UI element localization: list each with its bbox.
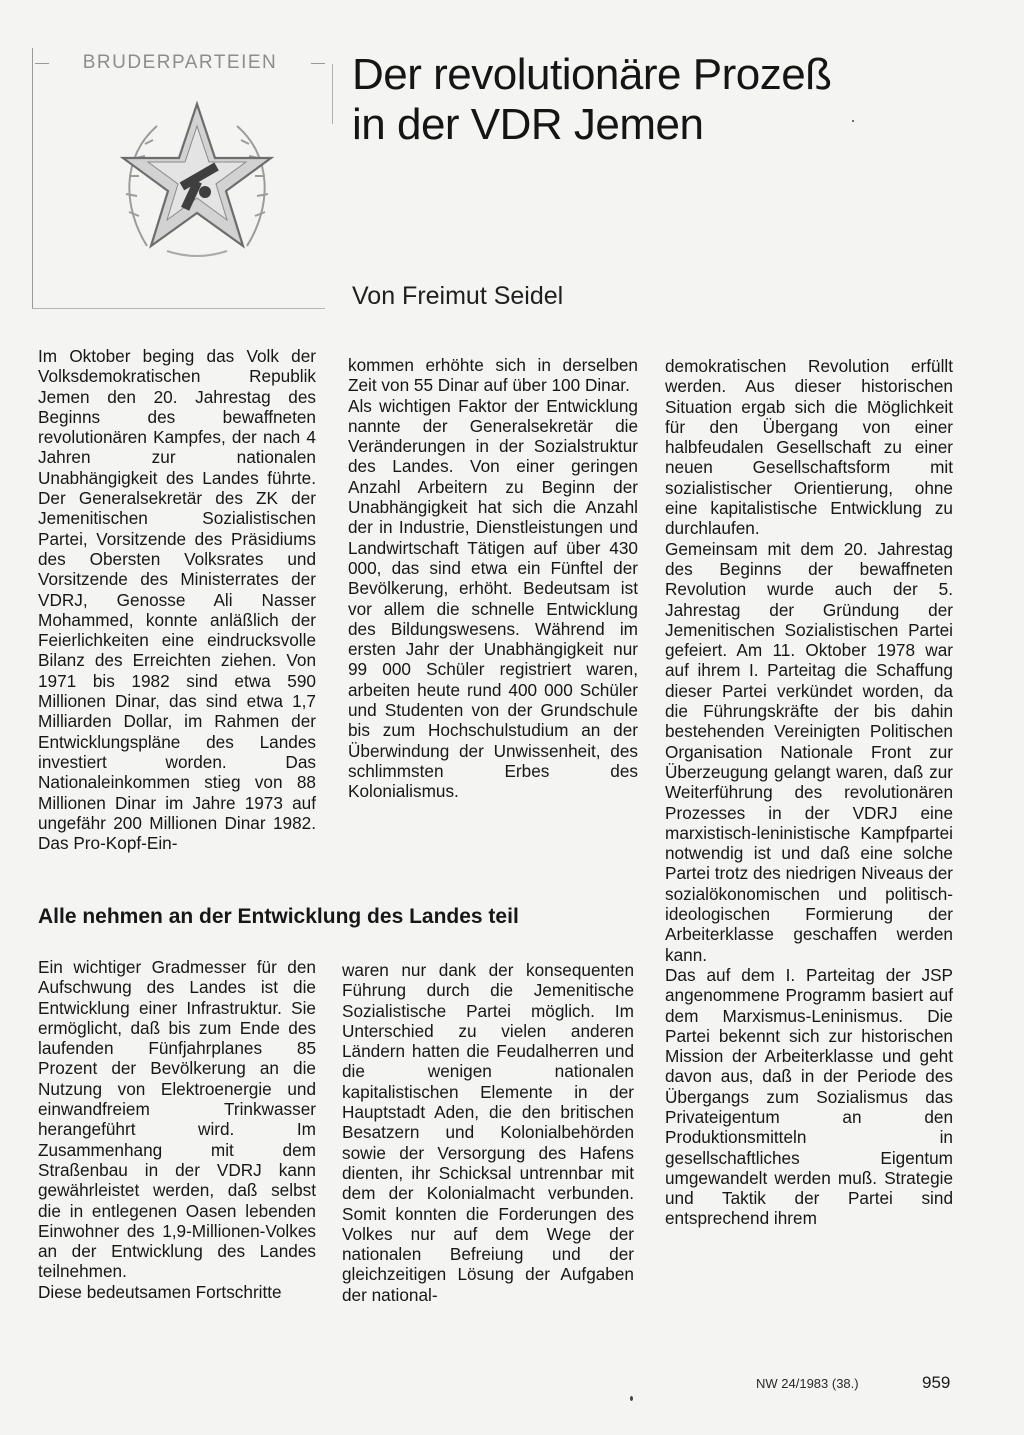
paragraph: kommen erhöhte sich in derselben Zeit von 55 Dinar auf über 100 Dinar. — [348, 355, 638, 396]
text-column-5 — [342, 960, 634, 1305]
print-speck — [630, 1396, 633, 1401]
text-column-3 — [665, 356, 953, 1229]
article-byline: Von Freimut Seidel — [352, 282, 564, 310]
text-column-1 — [38, 346, 316, 853]
paragraph: Diese bedeutsamen Fortschritte — [38, 1281, 282, 1302]
paragraph: Gemeinsam mit dem 20. Jahrestag des Beginns der bewaffneten Revolution wurde auch der 5. Jahrestag der Gründung der Jemenitischen Sozialistischen Partei gefeiert. Am 11. Oktober 1978 war auf ihrem I. Parteitag die Schaffung dieser Partei verkündet worden, da die Führungskräfte der bis dahin bestehenden Vereinigten Politischen Organisation Nationale Front zur Überzeugung gelangt waren, daß zur Weiterführung des revolutionären Prozesses in der VDRJ eine marxistisch-leninistische Kampfpartei notwendig ist und daß eine solche Partei trotz des niedrigen Niveaus der sozialökonomischen und politisch-ideologischen Formierung der Arbeiterklasse geschaffen werden kann. — [665, 538, 953, 965]
section-subheading: Alle nehmen an der Entwicklung des Landes teil — [38, 905, 519, 928]
text-column-2 — [348, 355, 638, 802]
article-title-line1: Der revolutionäre Prozeß — [352, 50, 832, 99]
page-number: 959 — [922, 1373, 951, 1392]
article-title — [352, 50, 952, 150]
star-hammer-emblem-icon — [117, 96, 277, 266]
article-title-line2: in der VDR Jemen — [352, 100, 704, 149]
print-speck — [852, 120, 854, 122]
rubric-box — [32, 48, 325, 309]
paragraph: waren nur dank der konsequenten Führung durch die Jemenitische Sozialistische Partei möglich. Im Unterschied zu vielen anderen Ländern hatten die Feudalherren und die wenigen nationalen kapitalistischen Elemente in der Hauptstadt Aden, die den britischen Besatzern und Kolonialbehörden sowie der Versorgung des Hafens dienten, ihr Schicksal untrennbar mit dem der Kolonialmacht verbunden. Somit konnten die Forderungen des Volkes nur auf dem Wege der nationalen Befreiung und der gleichzeitigen Lösung der Aufgaben der national- — [342, 960, 634, 1305]
paragraph: Als wichtigen Faktor der Entwicklung nannte der Generalsekretär die Veränderungen in der Sozialstruktur des Landes. Von einer geringen Anzahl Arbeitern zu Beginn der Unabhängigkeit hat sich die Anzahl der in Industrie, Dienstleistungen und Landwirtschaft Tätigen auf über 430 000, das sind etwa ein Fünftel der Bevölkerung, erhöht. Bedeutsam ist vor allem die schnelle Entwicklung des Bildungswesens. Während im ersten Jahr der Unabhängigkeit nur 99 000 Schüler registriert waren, arbeiten heute rund 400 000 Schüler und Studenten von der Grundschule bis zum Hochschulstudium an der Überwindung der Unwissenheit, des schlimmsten Erbes des Kolonialismus. — [348, 395, 638, 802]
paragraph: Im Oktober beging das Volk der Volksdemokratischen Republik Jemen den 20. Jahrestag des Beginns des bewaffneten revolutionären Kampfes, der nach 4 Jahren zur nationalen Unabhängigkeit des Landes führte. Der Generalsekretär des ZK der Jemenitischen Sozialistischen Partei, Vorsitzende des Präsidiums des Obersten Volksrates und Vorsitzende des Ministerrates der VDRJ, Genosse Ali Nasser Mohammed, konnte anläßlich der Feierlichkeiten eine eindrucksvolle Bilanz des Erreichten ziehen. Von 1971 bis 1982 sind etwa 590 Millionen Dinar, das sind etwa 1,7 Milliarden Dollar, im Rahmen der Entwicklungspläne des Landes investiert worden. Das Nationaleinkommen stieg von 88 Millionen Dinar im Jahre 1973 auf ungefähr 200 Millionen Dinar 1982. Das Pro-Kopf-Ein- — [38, 346, 316, 854]
paragraph: demokratischen Revolution erfüllt werden. Aus dieser historischen Situation ergab sich die Möglichkeit für den Übergang von einer halbfeudalen Gesellschaft zu einer neuen Gesellschaftsform mit sozialistischer Orientierung, ohne eine kapitalistische Entwicklung zu durchlaufen. — [665, 356, 953, 539]
issue-reference: NW 24/1983 (38.) — [756, 1376, 859, 1391]
paragraph: Das auf dem I. Parteitag der JSP angenommene Programm basiert auf dem Marxismus-Leninismus. Die Partei bekennt sich zur historischen Mission der Arbeiterklasse und geht davon aus, daß in der Periode des Übergangs zum Sozialismus das Privateigentum an den Produktionsmitteln in gesellschaftliches Eigentum umgewandelt werden muß. Strategie und Taktik der Partei sind entsprechend ihrem — [665, 964, 953, 1229]
rubric-label: BRUDERPARTEIEN — [57, 52, 303, 74]
paragraph: Ein wichtiger Gradmesser für den Aufschwung des Landes ist die Entwicklung einer Infrastruktur. Sie ermöglicht, daß bis zum Ende des laufenden Fünfjahrplanes 85 Prozent der Bevölkerung an die Nutzung von Elektroenergie und einwandfreiem Trinkwasser herangeführt wird. Im Zusammenhang mit dem Straßenbau in der VDRJ kann gewährleistet werden, daß selbst die in entlegenen Oasen lebenden Einwohner des 1,9-Millionen-Volkes an der Entwicklung des Landes teilnehmen. — [38, 957, 316, 1282]
text-column-4 — [38, 957, 316, 1302]
